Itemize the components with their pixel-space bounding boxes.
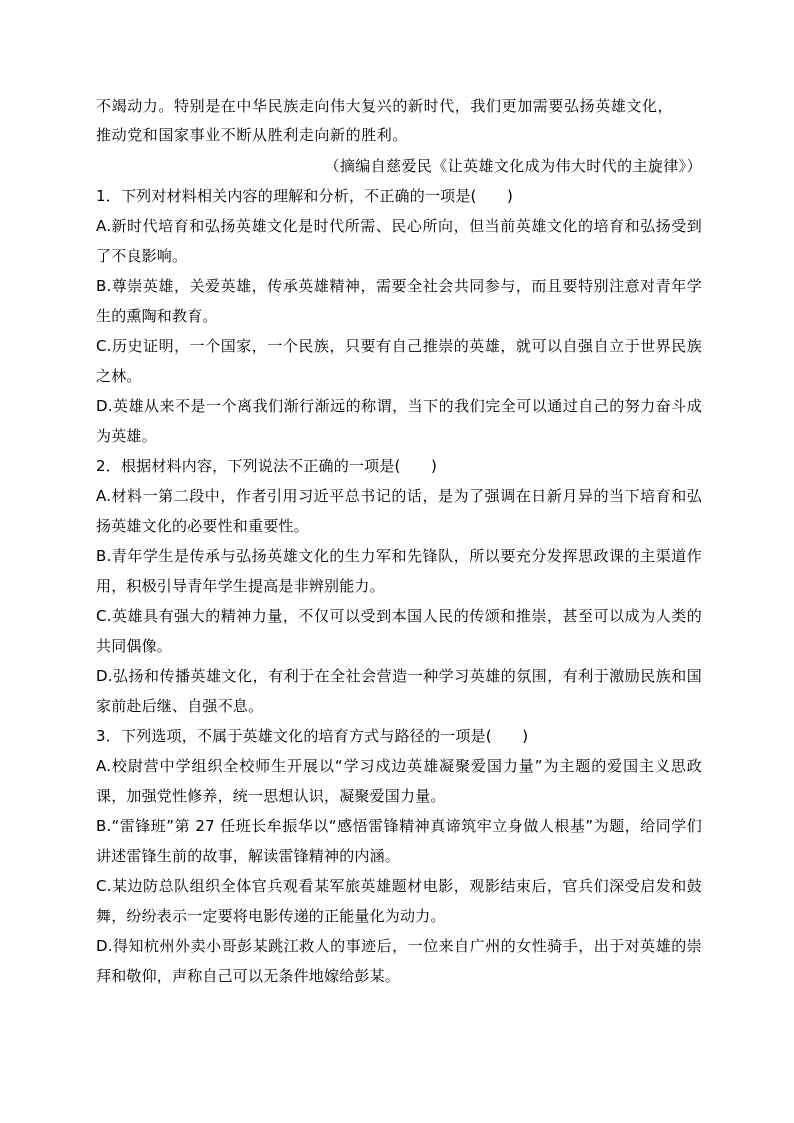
question-stem: 1．下列对材料相关内容的理解和分析，不正确的一项是( ) (96, 187, 514, 205)
option-b: B.尊崇英雄，关爱英雄，传承英雄精神，需要全社会共同参与，而且要特别注意对青年学生的熏陶和教育。 (96, 277, 702, 325)
option-a: A.材料一第二段中，作者引用习近平总书记的话，是为了强调在日新月异的当下培育和弘扬英雄文化的必要性和重要性。 (96, 487, 702, 535)
option-b: B.青年学生是传承与弘扬英雄文化的生力军和先锋队，所以要充分发挥思政课的主渠道作用，积极引导青年学生提高是非辨别能力。 (96, 547, 702, 595)
option-c: C.历史证明，一个国家，一个民族，只要有自己推崇的英雄，就可以自强自立于世界民族之林。 (96, 337, 702, 385)
passage-source: （摘编自慈爱民《让英雄文化成为伟大时代的主旋律》） (324, 157, 702, 175)
option-c: C.某边防总队组织全体官兵观看某军旅英雄题材电影，观影结束后，官兵们深受启发和鼓舞，纷纷表示一定要将电影传递的正能量化为动力。 (96, 877, 702, 925)
question-3 (96, 721, 702, 991)
question-stem: 2．根据材料内容，下列说法不正确的一项是( ) (96, 457, 438, 475)
exam-page (96, 92, 702, 991)
question-stem: 3．下列选项，不属于英雄文化的培育方式与路径的一项是( ) (96, 727, 529, 745)
question-2 (96, 451, 702, 721)
passage-line-1: 不竭动力。特别是在中华民族走向伟大复兴的新时代，我们更加需要弘扬英雄文化， (96, 97, 674, 115)
option-a: A.新时代培育和弘扬英雄文化是时代所需、民心所向，但当前英雄文化的培育和弘扬受到了不良影响。 (96, 217, 702, 265)
passage-line-2: 推动党和国家事业不断从胜利走向新的胜利。 (96, 126, 409, 144)
question-1 (96, 181, 702, 451)
option-d: D.得知杭州外卖小哥彭某跳江救人的事迹后，一位来自广州的女性骑手，出于对英雄的崇拜和敬仰，声称自己可以无条件地嫁给彭某。 (96, 937, 702, 985)
option-b: B.“雷锋班”第 27 任班长牟振华以“感悟雷锋精神真谛筑牢立身做人根基”为题，给同学们讲述雷锋生前的故事，解读雷锋精神的内涵。 (96, 817, 702, 865)
option-a: A.校尉营中学组织全校师生开展以“学习戍边英雄凝聚爱国力量”为主题的爱国主义思政课，加强党性修养，统一思想认识，凝聚爱国力量。 (96, 757, 702, 805)
option-c: C.英雄具有强大的精神力量，不仅可以受到本国人民的传颂和推崇，甚至可以成为人类的共同偶像。 (96, 607, 702, 655)
option-d: D.英雄从来不是一个离我们渐行渐远的称谓，当下的我们完全可以通过自己的努力奋斗成为英雄。 (96, 397, 702, 445)
option-d: D.弘扬和传播英雄文化，有利于在全社会营造一种学习英雄的氛围，有利于激励民族和国家前赴后继、自强不息。 (96, 667, 702, 715)
